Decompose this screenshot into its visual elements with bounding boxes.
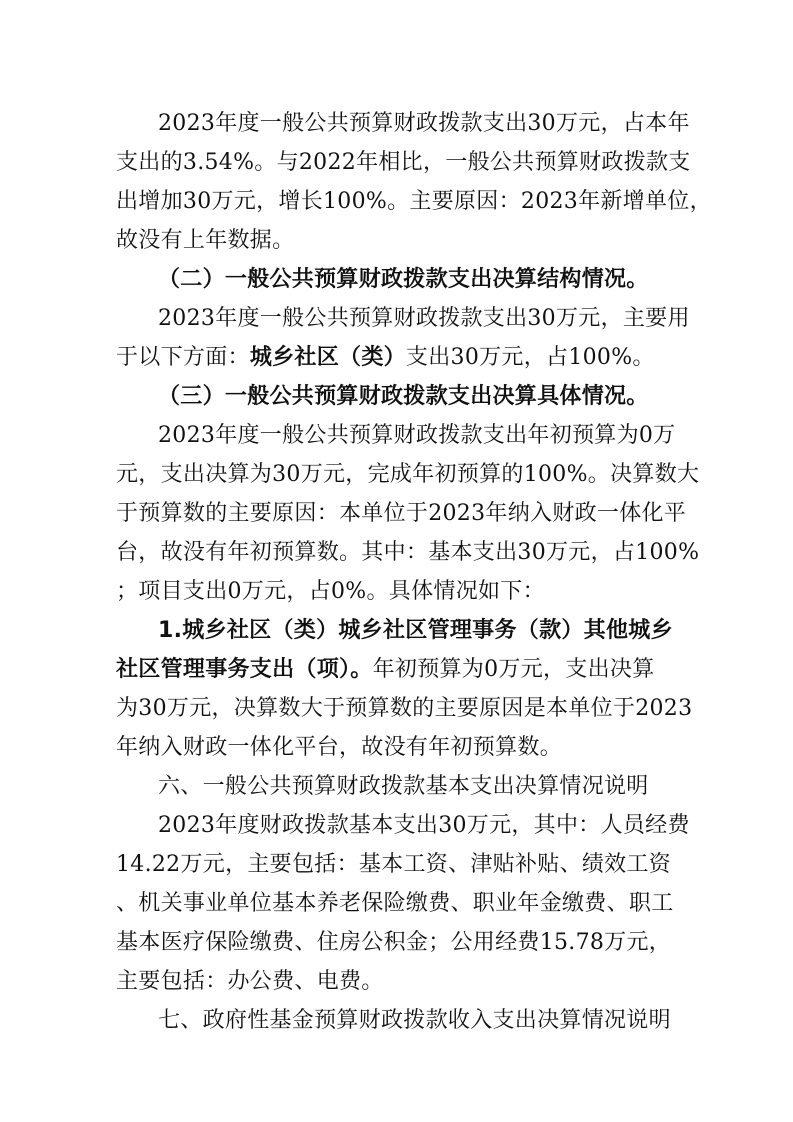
paragraph-line (116, 342, 681, 374)
paragraph-line: 2023年度财政拨款基本支出30万元，其中：人员经费 (158, 813, 690, 838)
paragraph-line: 元，支出决算为30万元，完成年初预算的100%。决算数大 (116, 462, 700, 487)
paragraph-line: 2023年度一般公共预算财政拨款支出年初预算为0万 (158, 423, 676, 448)
paragraph-line: 台，故没有年初预算数。其中：基本支出30万元，占100% (116, 540, 700, 565)
paragraph-line: 、机关事业单位基本养老保险缴费、职业年金缴费、职工 (116, 891, 674, 916)
paragraph-line: 14.22万元，主要包括：基本工资、津贴补贴、绩效工资 (116, 852, 672, 877)
paragraph-line: 主要包括：办公费、电费。 (116, 969, 384, 994)
item-heading: 1.城乡社区（类）城乡社区管理事务（款）其他城乡 (158, 618, 673, 643)
bold-text-run: 社区管理事务支出（项）。 (116, 657, 373, 682)
paragraph-line: ；项目支出0万元，占0%。具体情况如下： (116, 579, 545, 604)
section-heading-2: （二）一般公共预算财政拨款支出决算结构情况。 (158, 267, 649, 292)
text-run: 支出30万元，占100%。 (405, 345, 655, 370)
paragraph-line: 年纳入财政一体化平台，故没有年初预算数。 (116, 735, 563, 760)
paragraph-line: 于预算数的主要原因：本单位于2023年纳入财政一体化平 (116, 501, 687, 526)
section-heading-7: 七、政府性基金预算财政拨款收入支出决算情况说明 (158, 1008, 671, 1033)
section-heading-6: 六、一般公共预算财政拨款基本支出决算情况说明 (158, 774, 649, 799)
paragraph-line: 为30万元，决算数大于预算数的主要原因是本单位于2023 (116, 696, 693, 721)
paragraph-line: 2023年度一般公共预算财政拨款支出30万元，占本年 (158, 111, 690, 136)
text-run: 于以下方面： (116, 345, 250, 370)
paragraph-line: 支出的3.54%。与2022年相比，一般公共预算财政拨款支 (116, 150, 691, 175)
paragraph-line: 基本医疗保险缴费、住房公积金；公用经费15.78万元， (116, 930, 672, 955)
paragraph-line (116, 654, 681, 686)
paragraph-line: 2023年度一般公共预算财政拨款支出30万元，主要用 (158, 306, 690, 331)
paragraph-line: 出增加30万元，增长100%。主要原因：2023年新增单位， (116, 189, 712, 214)
section-heading-3: （三）一般公共预算财政拨款支出决算具体情况。 (158, 384, 649, 409)
paragraph-line: 故没有上年数据。 (116, 228, 295, 253)
bold-text-run: 城乡社区（类） (249, 345, 406, 370)
text-run: 年初预算为0万元，支出决算 (372, 657, 655, 682)
